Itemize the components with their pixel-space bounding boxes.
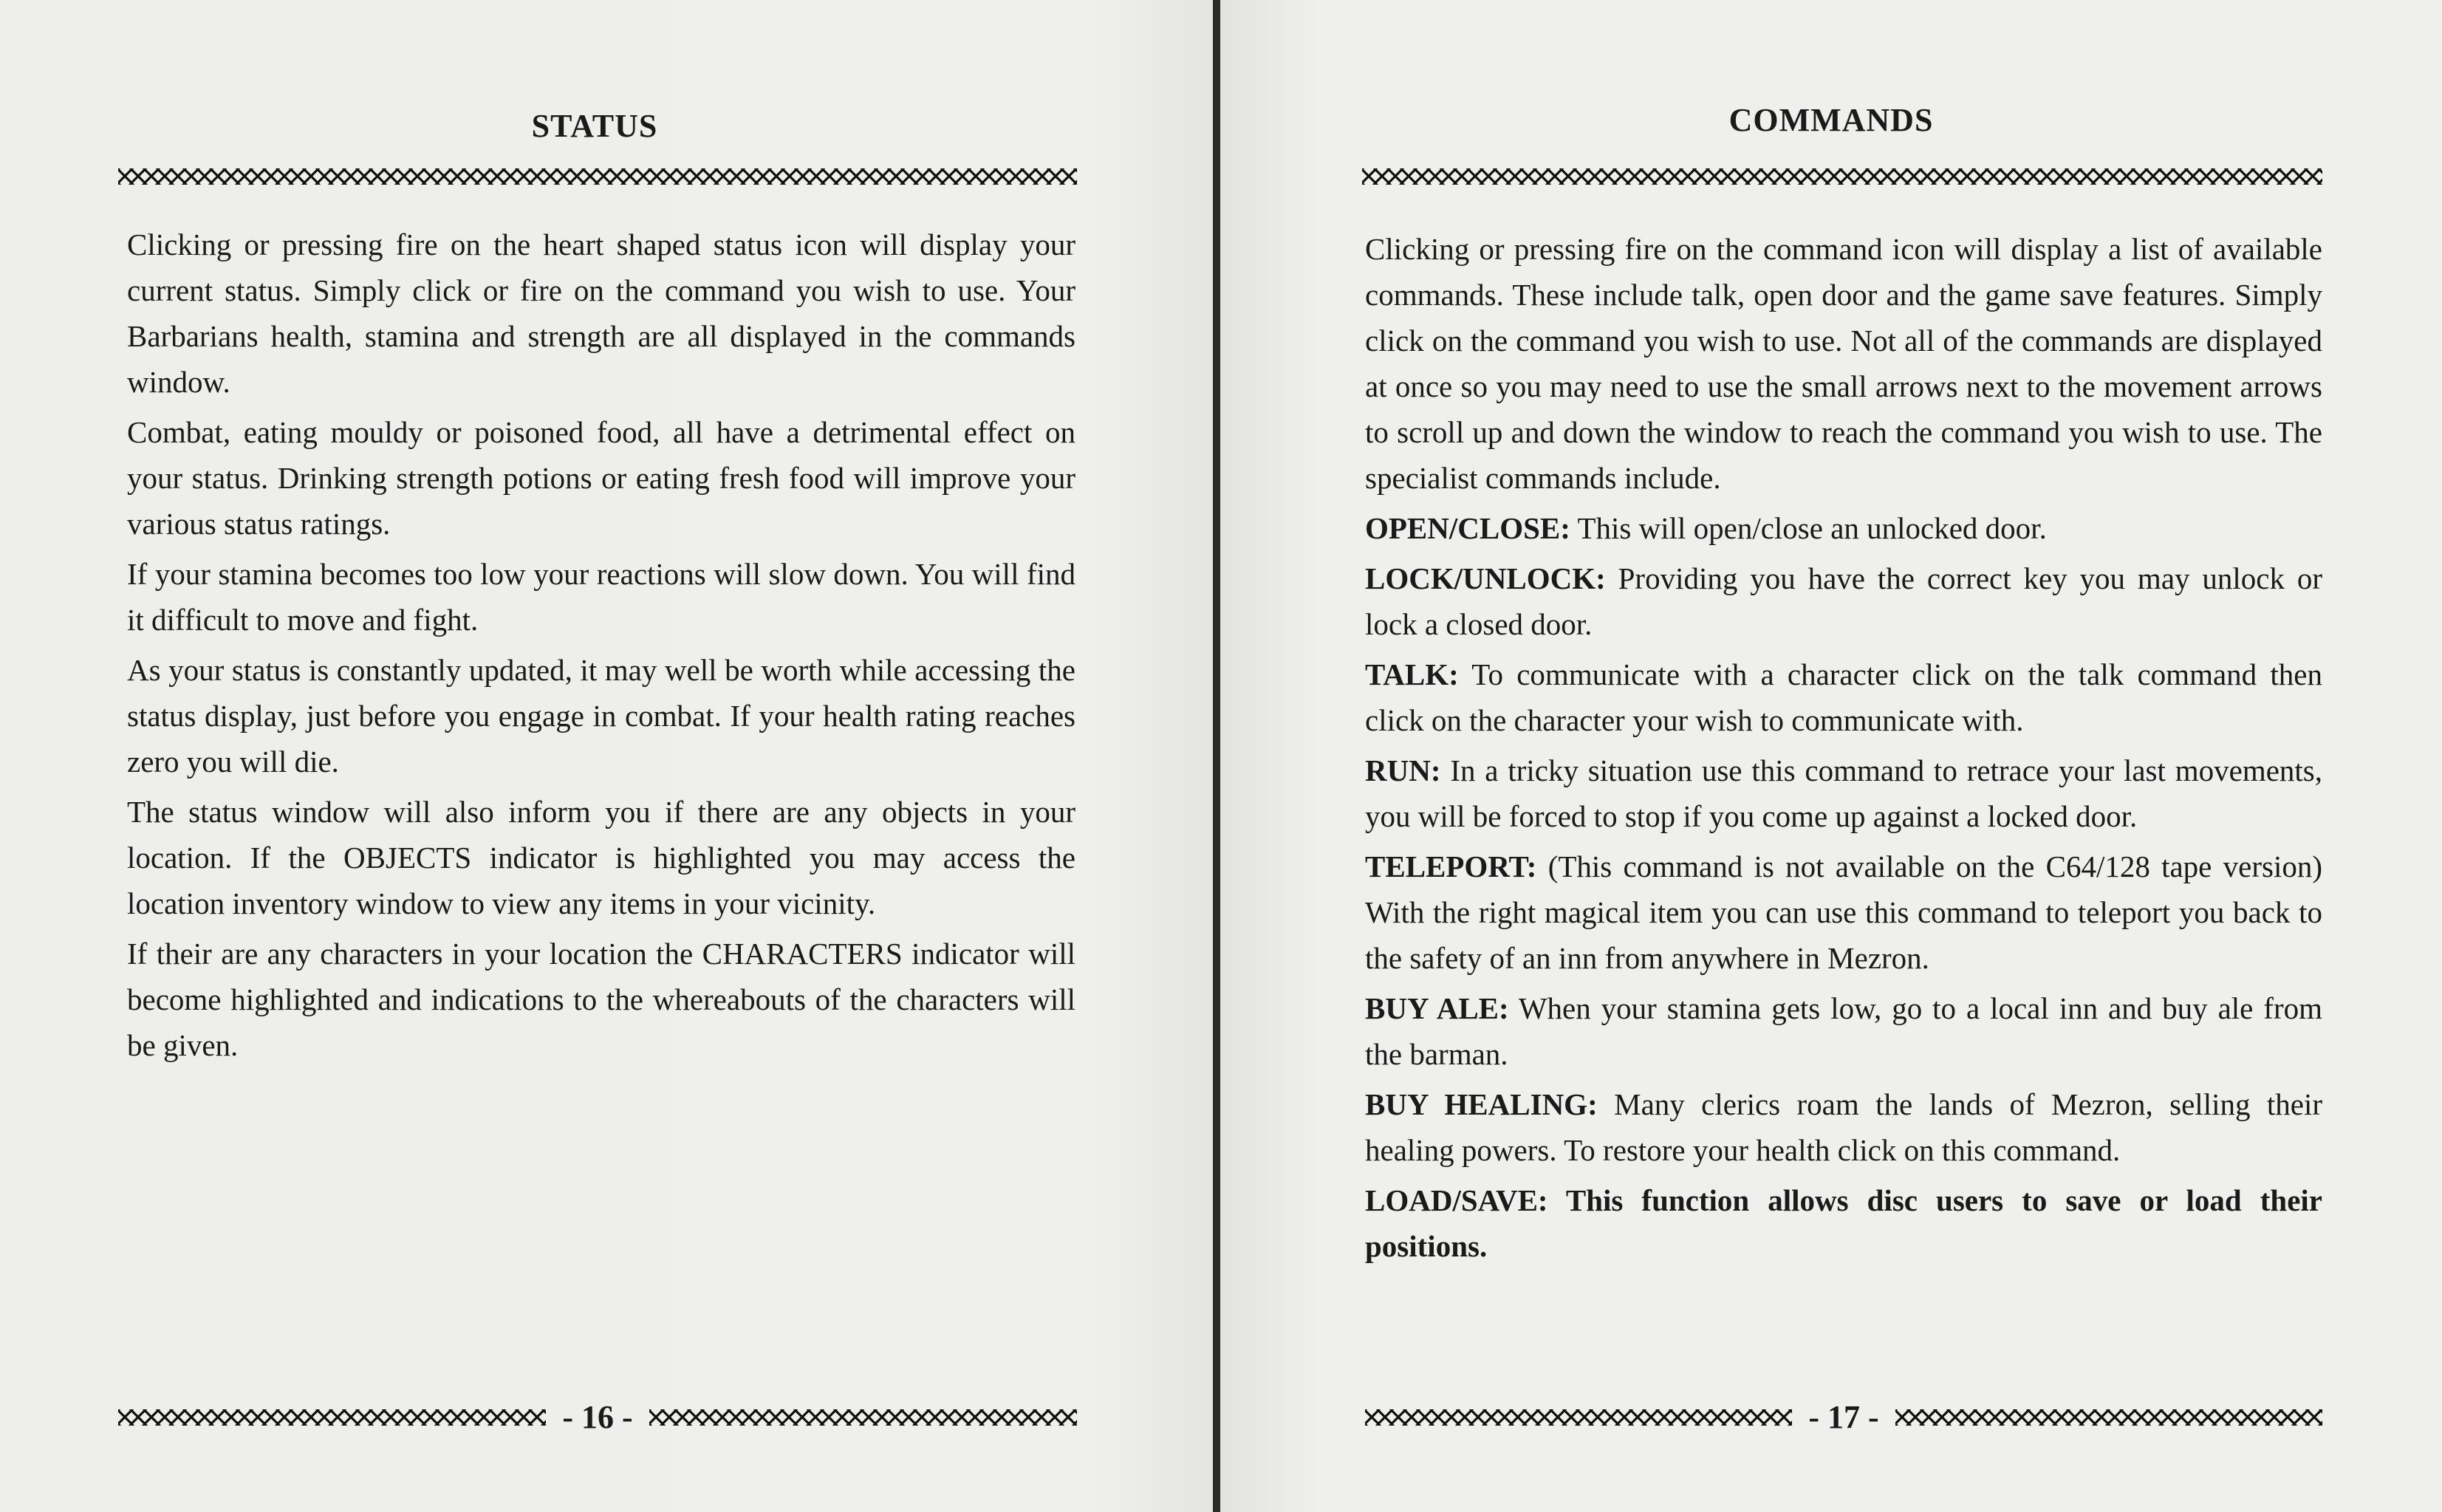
command-term: TALK: [1365,657,1459,691]
page-heading-commands: COMMANDS [1728,102,1934,138]
command-entry [1365,844,2322,981]
command-term: BUY HEALING: [1365,1087,1598,1121]
intro-paragraph: Clicking or pressing fire on the command icon will display a list of available commands. These include talk, open door and the game save features. Simply click on the command you wish to use. Not all of the commands are displayed at once so you may need to use the small arrows next to the movement arrows to scroll up and down the window to reach the command you wish to use. The specialist commands include. [1365,232,2322,495]
command-desc: To communicate with a character click on the talk command then click on the character your wish to communicate with. [1365,657,2322,737]
command-term: RUN: [1365,753,1441,787]
command-term: BUY ALE: [1365,991,1509,1025]
page-number: - 17 - [1808,1399,1879,1435]
command-entry [1365,1081,2322,1173]
page-footer-right [1365,1398,2322,1436]
paragraph: Clicking or pressing fire on the heart shaped status icon will display your current status. Simply click or fire on the command you wish to use. Your Barbarians health, stamina and strength are all displayed in the commands window. [127,228,1075,399]
command-desc: (This command is not available on the C64/128 tape version) With the right magical item you can use this command to teleport you back to the safety of an inn from anywhere in Mezron. [1365,849,2322,975]
right-page [1220,0,2442,1512]
paragraph: As your status is constantly updated, it may well be worth while accessing the status display, just before you engage in combat. If your health rating reaches zero you will die. [127,653,1075,779]
command-term: LOCK/UNLOCK: [1365,561,1606,595]
left-page [0,0,1213,1512]
command-entry [1365,748,2322,839]
decorative-rule-footer [1895,1409,2322,1426]
command-entry [1365,985,2322,1077]
decorative-rule-footer [649,1409,1077,1426]
decorative-rule-top [118,168,1077,185]
command-entry [1365,1177,2322,1269]
paragraph: If their are any characters in your location the CHARACTERS indicator will become highlighted and indications to the whereabouts of the characters will be given. [127,937,1075,1062]
command-desc: Providing you have the correct key you may unlock or lock a closed door. [1365,561,2322,641]
command-entry [1365,555,2322,647]
page-heading-status: STATUS [531,108,658,144]
page-number: - 16 - [562,1399,633,1435]
command-desc: This will open/close an unlocked door. [1570,511,2047,545]
command-term: TELEPORT: [1365,849,1537,883]
command-term: LOAD/SAVE: [1365,1183,1548,1217]
decorative-rule-footer [118,1409,546,1426]
paragraph: If your stamina becomes too low your reactions will slow down. You will find it difficult to move and fight. [127,557,1075,637]
status-body-text [127,222,1075,1073]
command-term: OPEN/CLOSE: [1365,511,1570,545]
command-desc: When your stamina gets low, go to a local inn and buy ale from the barman. [1365,991,2322,1071]
page-footer-left [118,1398,1077,1436]
commands-body-text [1365,226,2322,1273]
decorative-rule-footer [1365,1409,1792,1426]
command-desc: This function allows disc users to save or load their positions. [1365,1183,2322,1263]
paragraph: Combat, eating mouldy or poisoned food, all have a detrimental effect on your status. Drinking strength potions or eating fresh food will improve your various status ratings. [127,415,1075,541]
command-entry [1365,505,2322,551]
command-entry [1365,651,2322,743]
binding-gutter [1213,0,1220,1512]
decorative-rule-top [1362,168,2322,185]
command-desc: Many clerics roam the lands of Mezron, selling their healing powers. To restore your health click on this command. [1365,1087,2322,1167]
command-desc: In a tricky situation use this command to retrace your last movements, you will be forced to stop if you come up against a locked door. [1365,753,2322,833]
paragraph: The status window will also inform you if there are any objects in your location. If the OBJECTS indicator is highlighted you may access the location inventory window to view any items in your vicinity. [127,795,1075,920]
